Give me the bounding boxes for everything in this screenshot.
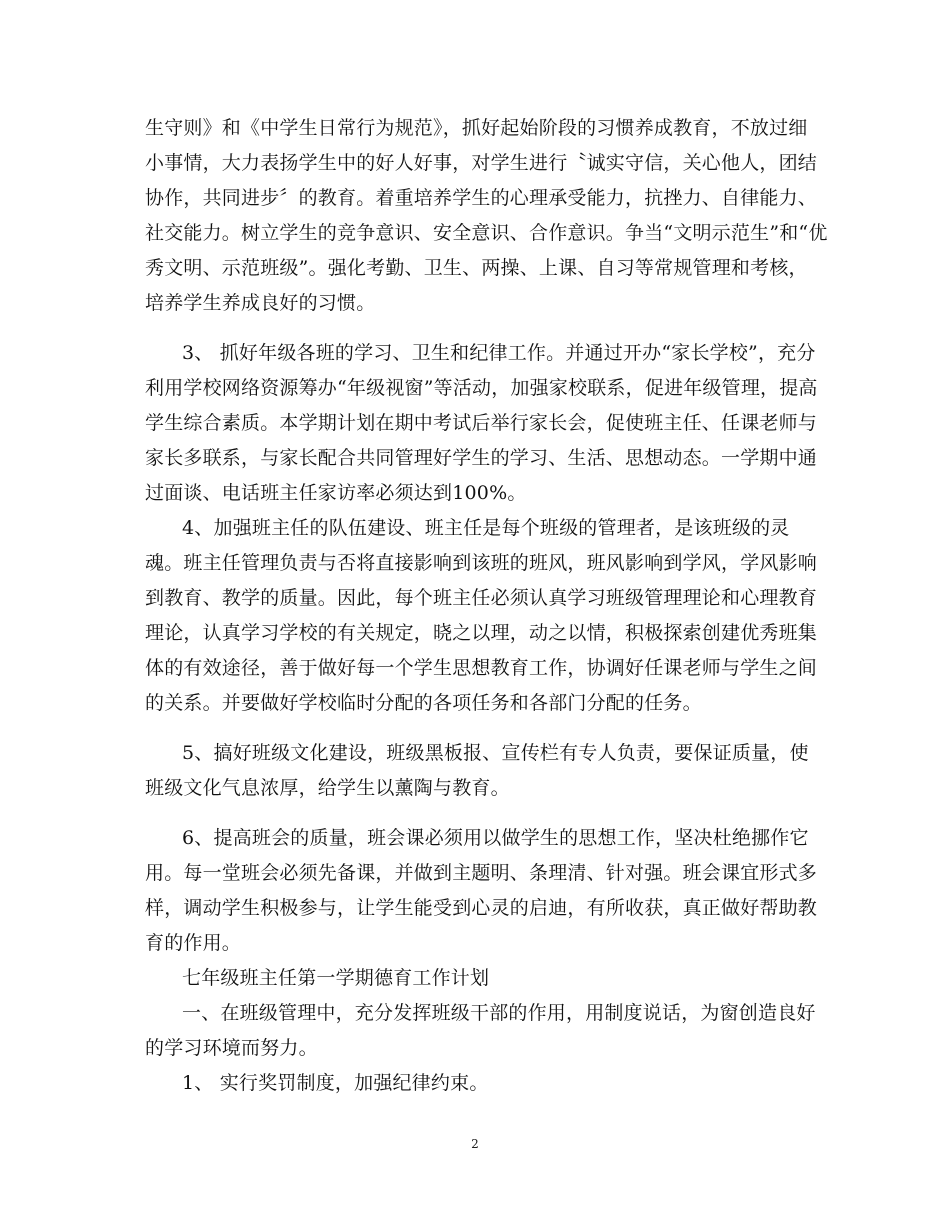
text-line: 协作，共同进步〞的教育。着重培养学生的心理承受能力，抗挫力、自律能力、 bbox=[145, 187, 818, 209]
text-line: 班级文化气息浓厚，给学生以薰陶与教育。 bbox=[145, 777, 510, 799]
text-line: 6、提高班会的质量，班会课必须用以做学生的思想工作，坚决杜绝挪作它 bbox=[182, 827, 809, 849]
text-line: 理论，认真学习学校的有关规定，晓之以理，动之以情，积极探索创建优秀班集 bbox=[145, 622, 818, 644]
page-number: 2 bbox=[471, 1137, 479, 1151]
text-line: 体的有效途径，善于做好每一个学生思想教育工作，协调好任课老师与学生之间 bbox=[145, 657, 818, 679]
text-line: 育的作用。 bbox=[145, 932, 242, 954]
text-line: 过面谈、电话班主任家访率必须达到100%。 bbox=[145, 482, 527, 504]
text-line: 生守则》和《中学生日常行为规范》，抓好起始阶段的习惯养成教育，不放过细 bbox=[145, 117, 808, 139]
text-line: 利用学校网络资源筹办“年级视窗”等活动，加强家校联系，促进年级管理，提高 bbox=[145, 377, 818, 399]
text-line: 的关系。并要做好学校临时分配的各项任务和各部门分配的任务。 bbox=[145, 692, 702, 714]
text-line: 用。每一堂班会必须先备课，并做到主题明、条理清、针对强。班会课宜形式多 bbox=[145, 862, 818, 884]
text-line: 样，调动学生积极参与，让学生能受到心灵的启迪，有所收获，真正做好帮助教 bbox=[145, 897, 818, 919]
text-line: 1、 实行奖罚制度，加强纪律约束。 bbox=[182, 1072, 489, 1094]
text-line: 5、搞好班级文化建设，班级黑板报、宣传栏有专人负责，要保证质量，使 bbox=[182, 742, 809, 764]
text-line: 一、在班级管理中，充分发挥班级干部的作用，用制度说话，为窗创造良好 bbox=[182, 1002, 816, 1024]
text-line: 培养学生养成良好的习惯。 bbox=[145, 292, 376, 314]
text-line: 家长多联系，与家长配合共同管理好学生的学习、生活、思想动态。一学期中通 bbox=[145, 447, 818, 469]
text-line: 学生综合素质。本学期计划在期中考试后举行家长会，促使班主任、任课老师与 bbox=[145, 412, 818, 434]
text-line: 的学习环境而努力。 bbox=[145, 1037, 318, 1059]
text-line: 秀文明、示范班级”。强化考勤、卫生、两操、上课、自习等常规管理和考核， bbox=[145, 257, 808, 279]
text-line: 魂。班主任管理负责与否将直接影响到该班的班风，班风影响到学风，学风影响 bbox=[145, 552, 818, 574]
text-line: 社交能力。树立学生的竞争意识、安全意识、合作意识。争当“文明示范生”和“优 bbox=[145, 222, 828, 244]
text-line: 小事情，大力表扬学生中的好人好事，对学生进行〝诚实守信，关心他人，团结 bbox=[145, 152, 818, 174]
text-line: 4、加强班主任的队伍建设、班主任是每个班级的管理者，是该班级的灵 bbox=[182, 517, 790, 539]
text-line: 到教育、教学的质量。因此，每个班主任必须认真学习班级管理理论和心理教育 bbox=[145, 587, 818, 609]
text-line: 3、 抓好年级各班的学习、卫生和纪律工作。并通过开办“家长学校”，充分 bbox=[182, 342, 816, 364]
section-title: 七年级班主任第一学期德育工作计划 bbox=[182, 967, 490, 989]
